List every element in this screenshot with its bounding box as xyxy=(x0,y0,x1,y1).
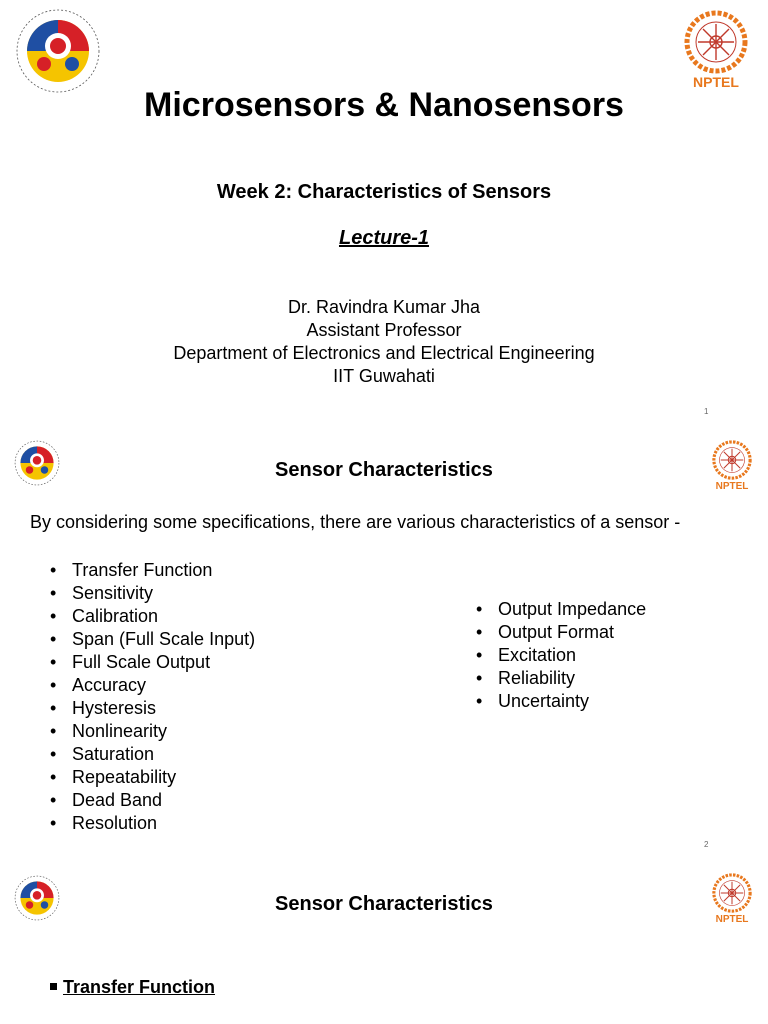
list-item: • Nonlinearity xyxy=(50,720,255,743)
list-item: • Calibration xyxy=(50,605,255,628)
list-item: • Accuracy xyxy=(50,674,255,697)
list-item: • Transfer Function xyxy=(50,559,255,582)
list-item: • Span (Full Scale Input) xyxy=(50,628,255,651)
slide-2 xyxy=(0,430,768,855)
page-number: 1 xyxy=(704,407,709,416)
slide-3 xyxy=(0,855,768,1024)
nptel-label: NPTEL xyxy=(693,74,739,90)
list-item: • Full Scale Output xyxy=(50,651,255,674)
week-title: Week 2: Characteristics of Sensors xyxy=(216,181,552,203)
lecture-label: Lecture-1 xyxy=(338,227,430,249)
author-position: Assistant Professor xyxy=(306,320,462,340)
list-item: • Reliability xyxy=(476,667,646,690)
nptel-label: NPTEL xyxy=(715,914,749,925)
list-item: • Dead Band xyxy=(50,789,255,812)
list-item: • Sensitivity xyxy=(50,582,255,605)
course-title: Microsensors & Nanosensors xyxy=(144,86,624,124)
list-item: • Resolution xyxy=(50,812,255,835)
transfer-function-heading xyxy=(50,977,215,998)
square-bullet-icon xyxy=(50,983,57,990)
slide-title: Sensor Characteristics xyxy=(275,893,493,915)
nptel-label: NPTEL xyxy=(715,481,749,492)
author-block xyxy=(0,296,768,388)
nptel-logo-icon xyxy=(684,10,748,74)
list-item: • Uncertainty xyxy=(476,690,646,713)
list-item: • Output Format xyxy=(476,621,646,644)
characteristics-list-left xyxy=(50,559,255,835)
list-item: • Excitation xyxy=(476,644,646,667)
author-name: Dr. Ravindra Kumar Jha xyxy=(287,297,481,317)
author-institute: IIT Guwahati xyxy=(333,366,435,386)
list-item: • Repeatability xyxy=(50,766,255,789)
list-item: • Output Impedance xyxy=(476,598,646,621)
slide-title: Sensor Characteristics xyxy=(275,459,493,481)
slide-1 xyxy=(0,0,768,430)
iit-guwahati-logo-icon xyxy=(15,8,101,94)
list-item: • Hysteresis xyxy=(50,697,255,720)
intro-text: By considering some specifications, there are various characteristics of a sensor - xyxy=(30,512,681,532)
list-item: • Saturation xyxy=(50,743,255,766)
transfer-function-label: Transfer Function xyxy=(63,977,216,997)
page-number: 2 xyxy=(704,840,709,849)
characteristics-list-right xyxy=(476,598,646,713)
author-department: Department of Electronics and Electrical Engineering xyxy=(173,343,595,363)
